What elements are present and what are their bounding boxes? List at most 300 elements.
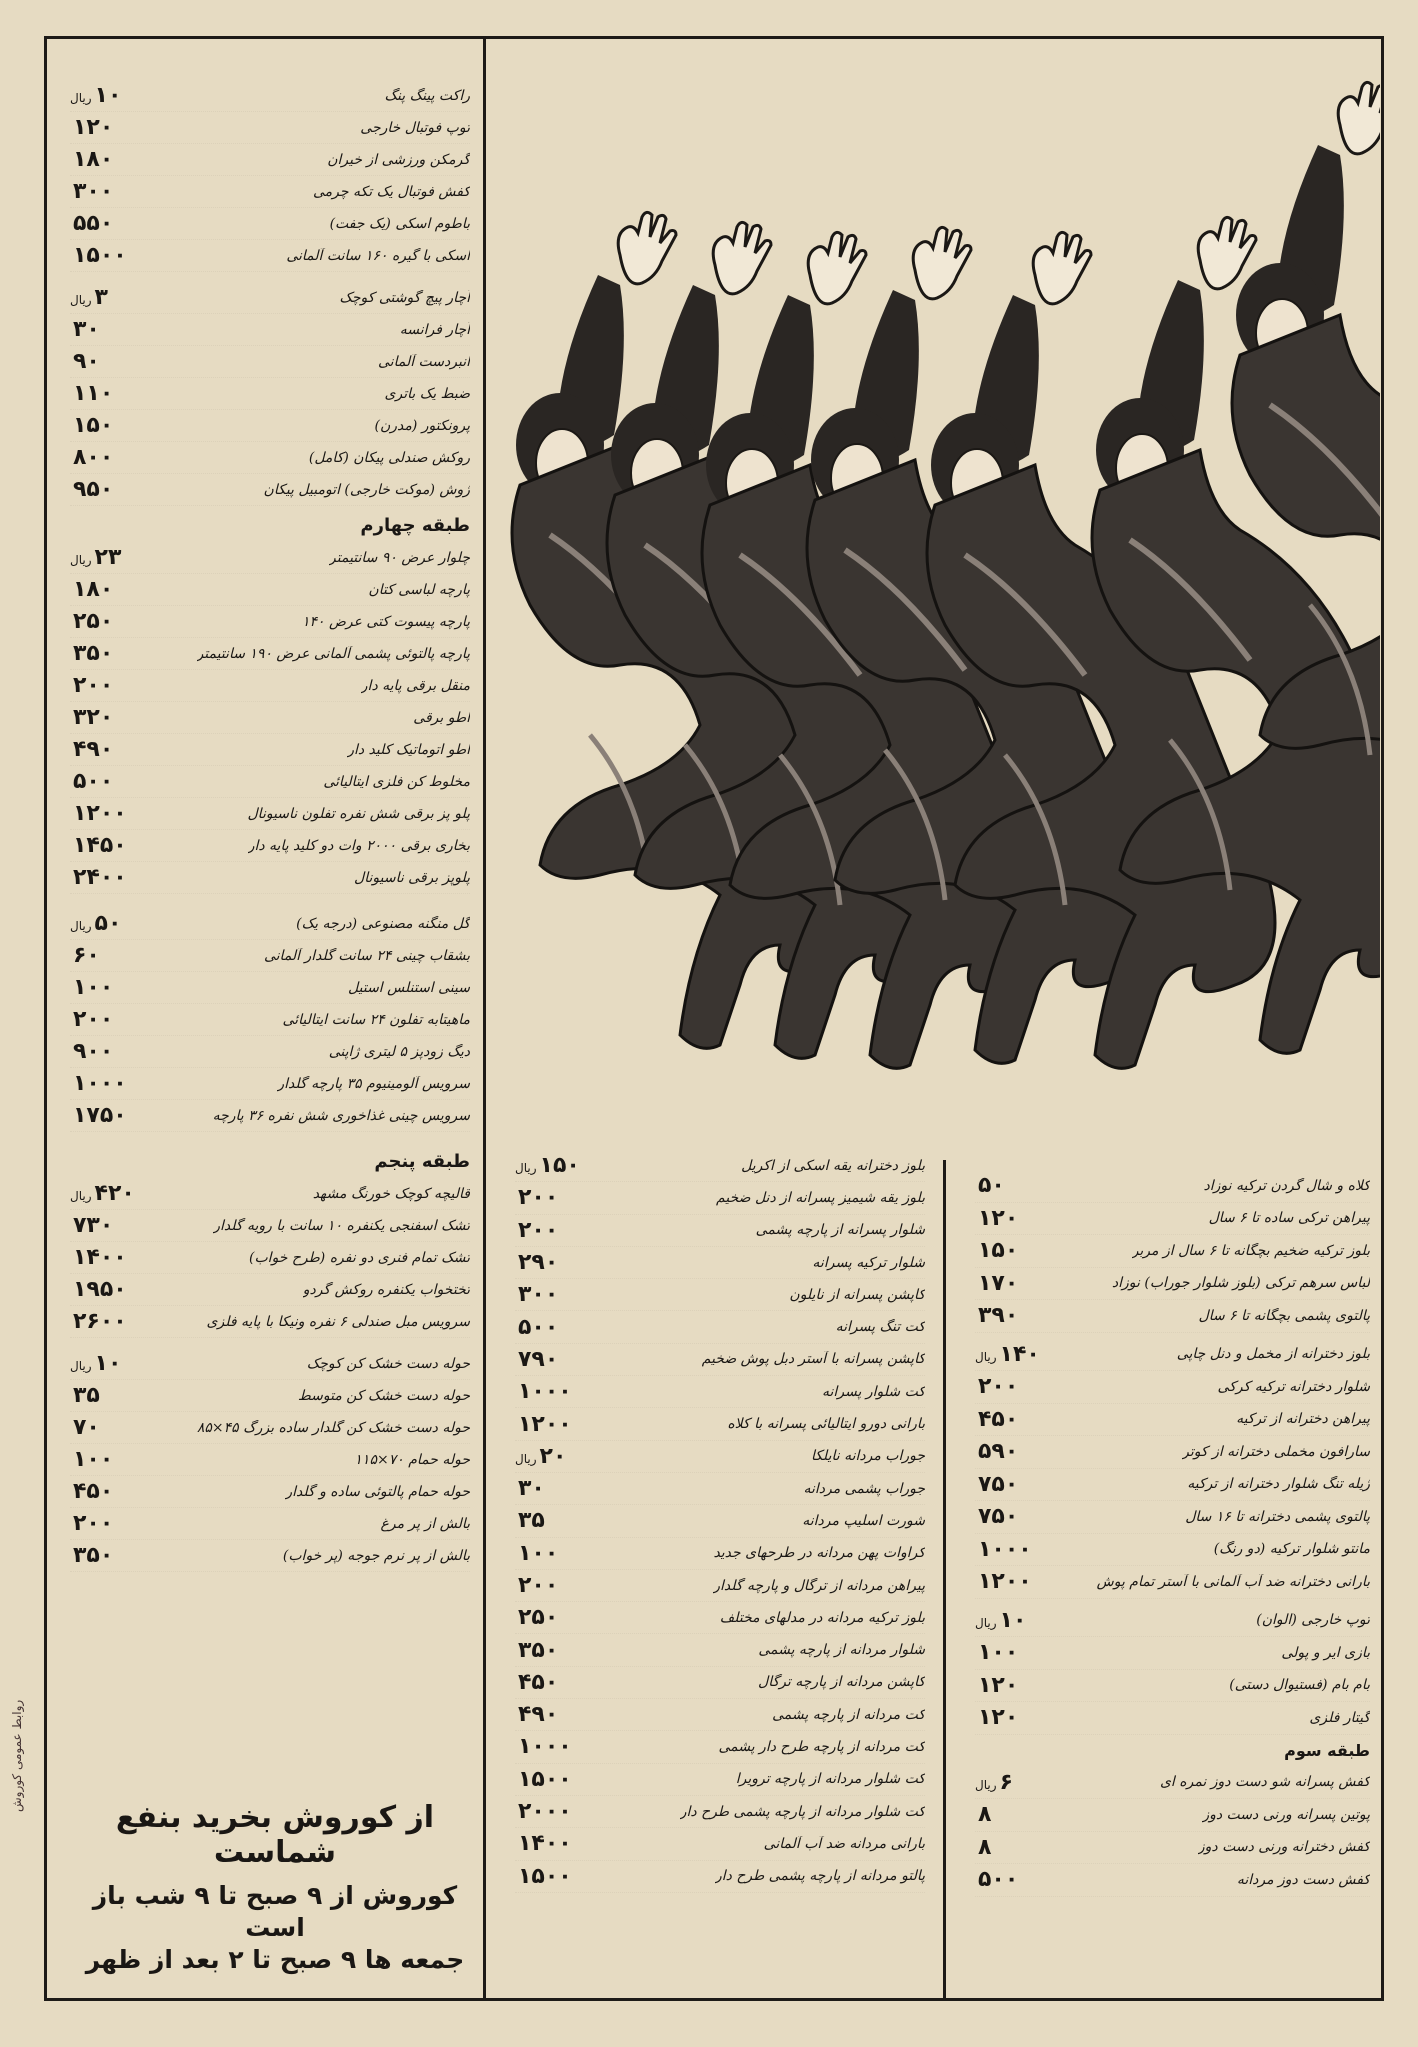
item-price <box>70 737 160 762</box>
hours-weekdays: کوروش از ۹ صبح تا ۹ شب باز است <box>92 1881 458 1942</box>
item-price <box>70 833 160 858</box>
item-price <box>70 477 160 502</box>
price-value: ۱۴۰ <box>999 1341 1040 1367</box>
price-row <box>70 542 470 574</box>
item-price <box>515 1508 605 1533</box>
price-value: ۵۰ <box>978 1173 1005 1199</box>
price-row <box>975 1235 1370 1268</box>
price-value: ۳۹۰ <box>978 1303 1019 1329</box>
price-row <box>70 702 470 734</box>
item-name: شلوار ترکیه پسرانه <box>812 1254 925 1271</box>
item-name: شلوار مردانه از پارچه پشمی <box>758 1642 925 1659</box>
price-value: ۱۰۰۰ <box>518 1734 572 1760</box>
price-value: ۷۰ <box>73 1415 100 1440</box>
sports-goods-list <box>70 80 470 272</box>
item-name: کت مردانه از پارچه طرح دار پشمی <box>718 1738 925 1755</box>
item-name: کاپشن پسرانه با آستر دبل پوش ضخیم <box>701 1351 925 1368</box>
price-row <box>70 1306 470 1338</box>
price-value: ۵۰ <box>94 911 122 936</box>
price-row <box>70 830 470 862</box>
item-name: گرمکن ورزشی از خیران <box>327 151 470 168</box>
price-row <box>975 1436 1370 1469</box>
price-row <box>70 474 470 506</box>
item-name: پلو پز برقی شش نفره تفلون ناسیونال <box>247 805 470 822</box>
price-row <box>70 1036 470 1068</box>
price-row <box>975 1864 1370 1897</box>
item-name: دیگ زودپز ۵ لیتری ژاپنی <box>328 1043 470 1060</box>
item-name: بارانی دخترانه ضد آب آلمانی با آستر تمام پوش <box>1096 1573 1370 1590</box>
store-slogan: از کوروش بخرید بنفع شماست <box>115 1800 435 1870</box>
tools-auto-list <box>70 282 470 506</box>
price-value: ۲۰۰ <box>73 1007 114 1032</box>
price-row <box>70 144 470 176</box>
price-row <box>70 908 470 940</box>
price-unit: ریال <box>70 919 92 933</box>
item-price <box>70 1071 160 1096</box>
price-row <box>515 1602 925 1634</box>
price-value: ۱۴۰۰ <box>518 1831 572 1857</box>
price-value: ۱۰۰ <box>73 975 114 1000</box>
item-price <box>70 1415 160 1440</box>
price-row <box>70 176 470 208</box>
item-name: کاپشن پسرانه از نایلون <box>789 1286 925 1303</box>
item-price <box>70 673 160 698</box>
price-value: ۳۵۰ <box>73 641 114 666</box>
price-value: ۲۰۰ <box>978 1374 1019 1400</box>
item-price <box>70 911 160 936</box>
item-price <box>975 1770 1065 1795</box>
item-name: پارچه پیسوت کتی عرض ۱۴۰ <box>301 613 470 630</box>
item-price <box>975 1504 1065 1529</box>
price-row <box>70 314 470 346</box>
item-price <box>70 577 160 602</box>
price-row <box>70 766 470 798</box>
item-price <box>515 1250 605 1275</box>
price-value: ۲۵۰ <box>73 609 114 634</box>
item-name: کاپشن مردانه از پارچه ترگال <box>758 1674 925 1691</box>
item-name: ماهیتابه تفلون ۲۴ سانت ایتالیائی <box>282 1011 470 1028</box>
price-row <box>515 1828 925 1860</box>
price-row <box>975 1799 1370 1832</box>
price-value: ۲۰۰ <box>518 1217 559 1243</box>
price-row <box>975 1670 1370 1703</box>
item-price <box>515 1734 605 1759</box>
item-name: کت شلوار مردانه از پارچه پشمی طرح دار <box>679 1803 925 1820</box>
price-row <box>70 1274 470 1306</box>
item-name: توپ خارجی (الوان) <box>1256 1612 1370 1629</box>
item-price <box>70 1543 160 1568</box>
price-value: ۳۰ <box>73 317 100 342</box>
item-price <box>70 1181 160 1206</box>
price-value: ۲۴۰۰ <box>73 865 127 890</box>
price-row <box>70 346 470 378</box>
price-row <box>975 1637 1370 1670</box>
price-row <box>70 410 470 442</box>
item-name: حوله دست خشک کن متوسط <box>297 1387 470 1404</box>
item-name: بلوز دخترانه از مخمل و دنل چاپی <box>1176 1346 1370 1363</box>
price-row <box>975 1767 1370 1800</box>
price-row <box>70 670 470 702</box>
item-price <box>515 1379 605 1404</box>
price-row <box>70 1004 470 1036</box>
price-value: ۵۹۰ <box>978 1439 1019 1465</box>
price-value: ۴۲۰ <box>94 1181 135 1206</box>
price-value: ۳۲۰ <box>73 705 114 730</box>
price-row <box>70 1210 470 1242</box>
price-value: ۲۰۰ <box>518 1573 559 1598</box>
price-value: ۱۲۰۰ <box>73 801 127 826</box>
item-name: گل منگنه مصنوعی (درجه یک) <box>296 915 470 932</box>
price-value: ۲۳ <box>94 545 122 570</box>
item-name: سارافون مخملی دخترانه از کوتر <box>1182 1443 1370 1460</box>
item-name: پیراهن ترکی ساده تا ۶ سال <box>1208 1210 1370 1227</box>
item-name: ضبط یک باتری <box>384 385 470 402</box>
price-value: ۸ <box>978 1834 992 1860</box>
price-row <box>515 1505 925 1537</box>
price-unit: ریال <box>70 1359 92 1373</box>
item-name: پارچه لباسی کتان <box>368 581 470 598</box>
item-price <box>975 1705 1065 1730</box>
item-price <box>70 285 160 310</box>
item-name: تشک اسفنجی یکنفره ۱۰ سانت با رویه گلدار <box>213 1217 470 1234</box>
item-price <box>70 1351 160 1376</box>
price-unit: ریال <box>70 1189 92 1203</box>
item-price <box>70 1309 160 1334</box>
item-price <box>515 1185 605 1210</box>
item-name: پوتین پسرانه ورنی دست دوز <box>1202 1806 1370 1823</box>
price-row <box>70 1412 470 1444</box>
price-row <box>515 1408 925 1440</box>
item-price <box>515 1702 605 1727</box>
price-value: ۱۲۰ <box>73 115 114 140</box>
item-name: بخاری برقی ۲۰۰۰ وات دو کلید پایه دار <box>247 837 470 854</box>
item-price <box>975 1206 1065 1231</box>
item-name: مانتو شلوار ترکیه (دو رنگ) <box>1213 1541 1370 1558</box>
price-value: ۸ <box>978 1802 992 1828</box>
item-name: کراوات پهن مردانه در طرحهای جدید <box>713 1545 925 1562</box>
price-value: ۳۵ <box>518 1508 545 1534</box>
item-name: بشقاب چینی ۲۴ سانت گلدار آلمانی <box>263 947 470 964</box>
price-value: ۳ <box>94 285 108 310</box>
price-unit: ریال <box>975 1615 997 1630</box>
item-price <box>975 1271 1065 1296</box>
item-name: جوراب مردانه نایلکا <box>810 1448 925 1465</box>
price-value: ۱۸۰ <box>73 147 114 172</box>
item-name: سرویس چینی غذاخوری شش نفره ۳۶ پارچه <box>212 1107 470 1124</box>
item-price <box>70 1007 160 1032</box>
price-value: ۱۷۵۰ <box>73 1103 127 1128</box>
price-value: ۱۰ <box>94 83 122 108</box>
price-value: ۵۵۰ <box>73 211 114 236</box>
item-name: ژوش (موکت خارجی) اتومبیل پیکان <box>263 481 470 498</box>
price-value: ۱۵۰۰ <box>518 1766 572 1792</box>
price-row <box>515 1279 925 1311</box>
item-name: بالش از پر نرم جوجه (پر خواب) <box>282 1547 470 1564</box>
item-name: تختخواب یکنفره روکش گردو <box>302 1281 470 1298</box>
item-price <box>515 1573 605 1598</box>
price-row <box>70 240 470 272</box>
item-price <box>975 1472 1065 1497</box>
item-price <box>515 1541 605 1566</box>
item-price <box>70 211 160 236</box>
price-value: ۱۵۰ <box>978 1238 1019 1264</box>
price-row <box>70 798 470 830</box>
item-name: کفش دست دوز مردانه <box>1236 1871 1370 1888</box>
right-price-column <box>975 1170 1370 1970</box>
price-value: ۱۹۵۰ <box>73 1277 127 1302</box>
item-name: پیراهن دخترانه از ترکیه <box>1236 1411 1370 1428</box>
price-row <box>70 442 470 474</box>
price-row <box>975 1339 1370 1372</box>
price-row <box>515 1376 925 1408</box>
price-row <box>515 1570 925 1602</box>
dancing-women-illustration <box>490 45 1380 1155</box>
price-row <box>70 378 470 410</box>
price-value: ۳۵ <box>73 1383 100 1408</box>
price-value: ۱۲۰ <box>978 1672 1019 1698</box>
item-price <box>975 1835 1065 1860</box>
item-price <box>70 349 160 374</box>
item-name: حوله حمام پالتوئی ساده و گلدار <box>285 1483 470 1500</box>
item-price <box>515 1218 605 1243</box>
item-price <box>70 1103 160 1128</box>
price-value: ۹۵۰ <box>73 477 114 502</box>
price-value: ۸۰۰ <box>73 445 114 470</box>
price-row <box>70 112 470 144</box>
girls-clothes-list <box>975 1339 1370 1599</box>
price-row <box>70 1348 470 1380</box>
item-price <box>515 1767 605 1792</box>
item-name: کت شلوار مردانه از پارچه ترویرا <box>735 1771 925 1788</box>
item-name: انبردست آلمانی <box>378 353 470 370</box>
item-name: پلوپز برقی ناسیونال <box>354 869 470 886</box>
price-value: ۱۵۰ <box>73 413 114 438</box>
item-name: منقل برقی پایه دار <box>360 677 470 694</box>
price-value: ۹۰۰ <box>73 1039 114 1064</box>
price-row <box>515 1538 925 1570</box>
price-row <box>70 1100 470 1132</box>
item-price <box>515 1153 605 1178</box>
item-name: سرویس مبل صندلی ۶ نفره ونیکا با پایه فلزی <box>206 1313 470 1330</box>
price-value: ۳۵۰ <box>73 1543 114 1568</box>
item-name: شورت اسلیپ مردانه <box>802 1512 925 1529</box>
item-price <box>70 641 160 666</box>
section-title-third-floor: طبقه سوم <box>1284 1740 1370 1760</box>
column-divider <box>483 36 486 2001</box>
item-name: حوله حمام ۷۰×۱۱۵ <box>354 1451 470 1468</box>
item-name: تشک تمام فنری دو نفره (طرح خواب) <box>249 1249 470 1266</box>
price-row <box>70 1476 470 1508</box>
price-row <box>515 1182 925 1214</box>
price-value: ۴۹۰ <box>518 1702 559 1728</box>
item-price <box>70 147 160 172</box>
price-value: ۹۰ <box>73 349 100 374</box>
price-value: ۲۰ <box>539 1443 567 1469</box>
clothing-list <box>515 1150 925 1893</box>
price-row <box>515 1764 925 1796</box>
price-value: ۶ <box>999 1769 1013 1795</box>
price-value: ۱۴۰۰ <box>73 1245 127 1270</box>
item-name: اطو برقی <box>413 709 470 726</box>
item-name: کت شلوار پسرانه <box>822 1383 925 1400</box>
towels-pillows-list <box>70 1348 470 1572</box>
item-name: بالش از پر مرغ <box>380 1515 470 1532</box>
item-name: کت مردانه از پارچه پشمی <box>772 1706 925 1723</box>
item-name: سرویس آلومینیوم ۳۵ پارچه گلدار <box>277 1075 470 1092</box>
price-unit: ریال <box>70 91 92 105</box>
price-row <box>975 1832 1370 1865</box>
shoes-list <box>975 1767 1370 1897</box>
furniture-list <box>70 1178 470 1338</box>
price-value: ۵۰۰ <box>73 769 114 794</box>
item-price <box>70 413 160 438</box>
price-unit: ریال <box>515 1161 537 1176</box>
price-row <box>515 1731 925 1763</box>
price-unit: ریال <box>975 1777 997 1792</box>
price-value: ۱۲۰ <box>978 1205 1019 1231</box>
item-price <box>70 1383 160 1408</box>
item-name: کلاه و شال گردن ترکیه نوزاد <box>1203 1177 1370 1194</box>
item-price <box>975 1608 1065 1633</box>
item-price <box>70 865 160 890</box>
item-price <box>515 1315 605 1340</box>
item-name: توپ فوتبال خارجی <box>360 119 470 136</box>
price-value: ۳۰۰ <box>518 1282 559 1308</box>
price-row <box>975 1566 1370 1599</box>
price-value: ۱۰۰ <box>518 1540 559 1566</box>
price-row <box>70 638 470 670</box>
item-price <box>515 1864 605 1889</box>
item-name: کت تنگ پسرانه <box>835 1319 925 1336</box>
price-value: ۷۹۰ <box>518 1346 559 1372</box>
item-price <box>70 1213 160 1238</box>
price-value: ۵۰۰ <box>978 1867 1019 1893</box>
item-name: پالتو مردانه از پارچه پشمی طرح دار <box>714 1868 925 1885</box>
item-name: بلوز یقه شیمیز پسرانه از دنل ضخیم <box>716 1189 925 1206</box>
price-value: ۲۰۰ <box>73 1511 114 1536</box>
item-name: شلوار دخترانه ترکیه کرکی <box>1217 1378 1370 1395</box>
item-name: سینی استنلس استیل <box>348 979 470 996</box>
hours-friday: جمعه ها ۹ صبح تا ۲ بعد از ظهر <box>85 1945 465 1974</box>
price-row <box>70 1508 470 1540</box>
price-value: ۲۰۰ <box>73 673 114 698</box>
item-name: پارچه پالتوئی پشمی آلمانی عرض ۱۹۰ سانتیمتر <box>196 645 470 662</box>
item-name: قالیچه کوچک خورنگ مشهد <box>312 1185 470 1202</box>
item-price <box>515 1605 605 1630</box>
price-row <box>70 606 470 638</box>
item-price <box>70 943 160 968</box>
price-value: ۱۲۰۰ <box>518 1411 572 1437</box>
price-value: ۳۵۰ <box>518 1637 559 1663</box>
item-price <box>70 1511 160 1536</box>
price-row <box>975 1605 1370 1638</box>
price-value: ۴۵۰ <box>518 1669 559 1695</box>
price-value: ۱۱۰ <box>73 381 114 406</box>
item-name: پرونکتور (مدرن) <box>374 417 470 434</box>
column-divider-lower <box>943 1160 946 2001</box>
price-row <box>975 1268 1370 1301</box>
item-price <box>70 545 160 570</box>
price-row <box>70 208 470 240</box>
item-name: چلوار عرض ۹۰ سانتیمتر <box>329 549 470 566</box>
price-row <box>70 862 470 894</box>
price-row <box>70 734 470 766</box>
price-row <box>975 1702 1370 1735</box>
item-price <box>515 1670 605 1695</box>
price-value: ۳۰۰ <box>73 179 114 204</box>
price-value: ۲۹۰ <box>518 1250 559 1276</box>
item-name: بارانی دورو ایتالیائی پسرانه با کلاه <box>727 1416 925 1433</box>
price-row <box>515 1861 925 1893</box>
item-name: کفش دخترانه ورنی دست دوز <box>1197 1839 1370 1856</box>
item-price <box>70 1447 160 1472</box>
item-price <box>975 1640 1065 1665</box>
price-row <box>515 1150 925 1182</box>
item-name: بارانی مردانه ضد آب آلمانی <box>763 1835 925 1852</box>
price-value: ۷۳۰ <box>73 1213 114 1238</box>
price-unit: ریال <box>515 1451 537 1466</box>
price-value: ۲۰۰ <box>518 1185 559 1211</box>
price-row <box>975 1170 1370 1203</box>
item-price <box>515 1444 605 1469</box>
left-price-column <box>70 80 470 1980</box>
item-name: آچار فرانسه <box>399 321 470 338</box>
item-price <box>70 1039 160 1064</box>
price-value: ۱۰ <box>94 1351 122 1376</box>
item-price <box>975 1439 1065 1464</box>
price-row <box>515 1634 925 1666</box>
item-name: راکت پینگ پنگ <box>384 87 470 104</box>
item-name: لباس سرهم ترکی (بلوز شلوار جوراب) نوزاد <box>1111 1275 1370 1292</box>
item-price <box>975 1569 1065 1594</box>
item-price <box>70 609 160 634</box>
item-name: بلوز ترکیه مردانه در مدلهای مختلف <box>719 1609 925 1626</box>
item-name: بلوز ترکیه ضخیم بچگانه تا ۶ سال از مربر <box>1131 1242 1370 1259</box>
item-price <box>515 1347 605 1372</box>
item-price <box>70 1277 160 1302</box>
price-value: ۱۲۰۰ <box>978 1569 1032 1595</box>
item-name: شلوار پسرانه از پارچه پشمی <box>755 1222 925 1239</box>
price-row <box>515 1796 925 1828</box>
item-price <box>975 1342 1065 1367</box>
item-name: پالتوی پشمی بچگانه تا ۶ سال <box>1198 1307 1370 1324</box>
section-title-fifth-floor: طبقه پنجم <box>374 1151 470 1172</box>
price-value: ۱۷۰ <box>978 1270 1019 1296</box>
item-name: ژیله تنگ شلوار دخترانه از ترکیه <box>1187 1476 1370 1493</box>
price-row <box>70 282 470 314</box>
price-row <box>515 1247 925 1279</box>
item-price <box>70 317 160 342</box>
price-row <box>70 1540 470 1572</box>
price-value: ۱۵۰۰ <box>73 243 127 268</box>
middle-price-column <box>515 1150 925 1970</box>
price-row <box>515 1473 925 1505</box>
baby-clothes-list <box>975 1170 1370 1333</box>
item-name: جوراب پشمی مردانه <box>803 1480 925 1497</box>
price-value: ۱۰۰۰ <box>518 1379 572 1405</box>
item-name: حوله دست خشک کن کوچک <box>306 1355 470 1372</box>
price-value: ۱۰۰۰ <box>978 1536 1032 1562</box>
item-price <box>515 1831 605 1856</box>
item-price <box>70 381 160 406</box>
price-value: ۳۰ <box>518 1476 545 1502</box>
item-name: مخلوط کن فلزی ایتالیائی <box>323 773 470 790</box>
price-value: ۱۵۰۰ <box>518 1863 572 1889</box>
price-row <box>975 1300 1370 1333</box>
price-row <box>70 940 470 972</box>
price-row <box>70 574 470 606</box>
price-value: ۲۰۰۰ <box>518 1799 572 1825</box>
